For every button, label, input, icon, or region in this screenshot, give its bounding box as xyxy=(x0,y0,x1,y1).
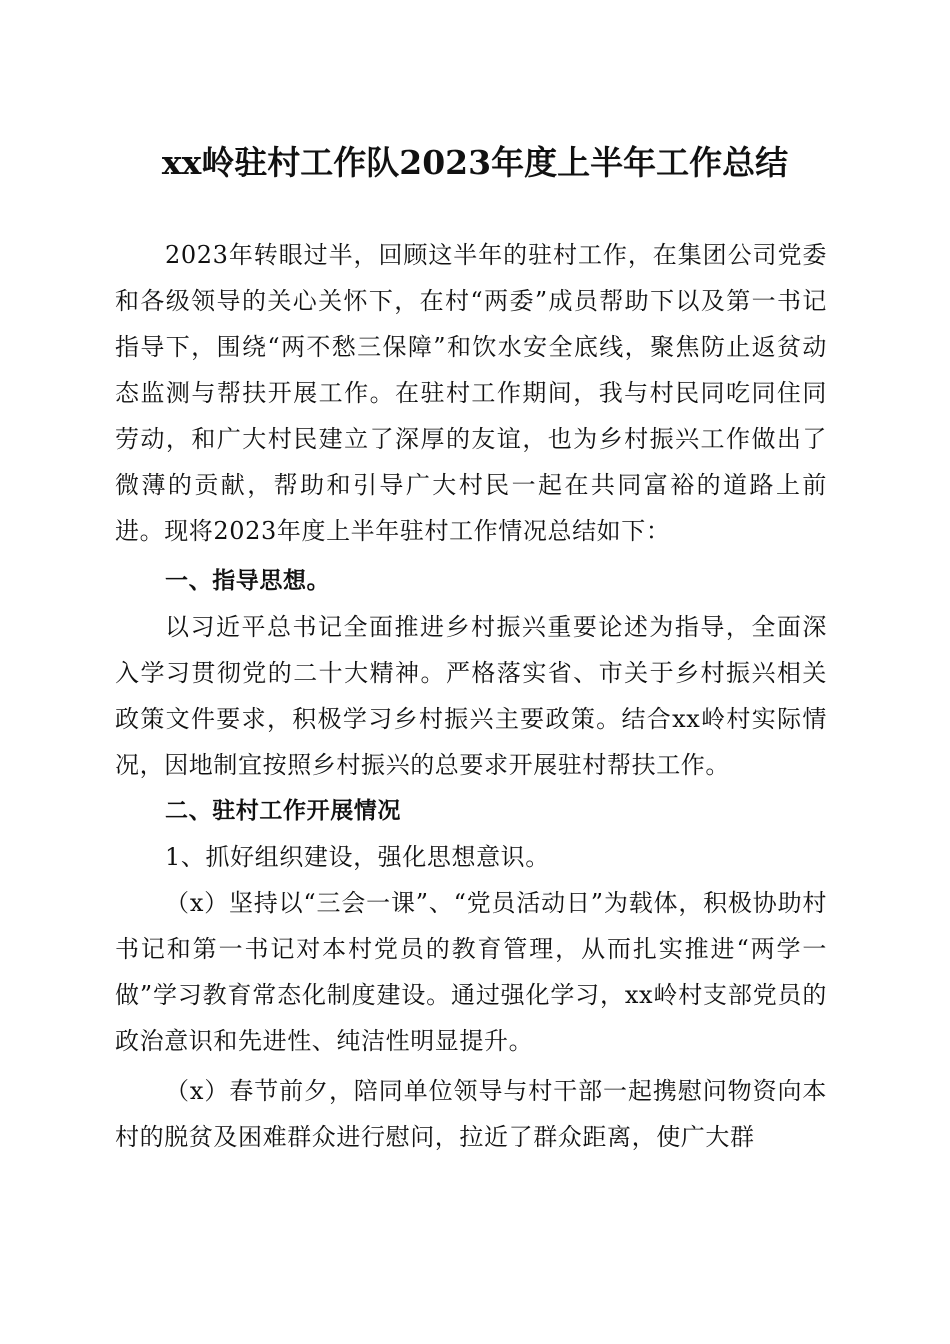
section-guiding-thought-text: 以习近平总书记全面推进乡村振兴重要论述为指导，全面深入学习贯彻党的二十大精神。严格落实省、市关于乡村振兴相关政策文件要求，积极学习乡村振兴主要政策。结合xx岭村实际情况，因地制宜按照乡村振兴的总要求开展驻村帮扶工作。 xyxy=(115,613,827,779)
organization-point-1: （x）坚持以“三会一课”、“党员活动日”为载体，积极协助村书记和第一书记对本村党员的教育管理，从而扎实推进“两学一做”学习教育常态化制度建设。通过强化学习，xx岭村支部党员的政治意识和先进性、纯洁性明显提升。 xyxy=(115,889,827,1055)
subsection-heading-organization: 1、抓好组织建设，强化思想意识。 xyxy=(165,843,550,871)
section-heading-work-progress: 二、驻村工作开展情况 xyxy=(165,798,401,824)
section-heading-guiding-thought: 一、指导思想。 xyxy=(165,568,331,594)
organization-point-2: （x）春节前夕，陪同单位领导与村干部一起携慰问物资向本村的脱贫及困难群众进行慰问，拉近了群众距离，使广大群 xyxy=(115,1077,827,1151)
document-title: xx岭驻村工作队2023年度上半年工作总结 xyxy=(161,143,789,182)
intro-paragraph: 2023年转眼过半，回顾这半年的驻村工作，在集团公司党委和各级领导的关心关怀下，在村“两委”成员帮助下以及第一书记指导下，围绕“两不愁三保障”和饮水安全底线，聚焦防止返贫动态监测与帮扶开展工作。在驻村工作期间，我与村民同吃同住同劳动，和广大村民建立了深厚的友谊，也为乡村振兴工作做出了微薄的贡献，帮助和引导广大村民一起在共同富裕的道路上前进。现将2023年度上半年驻村工作情况总结如下： xyxy=(115,241,827,545)
document-body xyxy=(115,232,827,1160)
